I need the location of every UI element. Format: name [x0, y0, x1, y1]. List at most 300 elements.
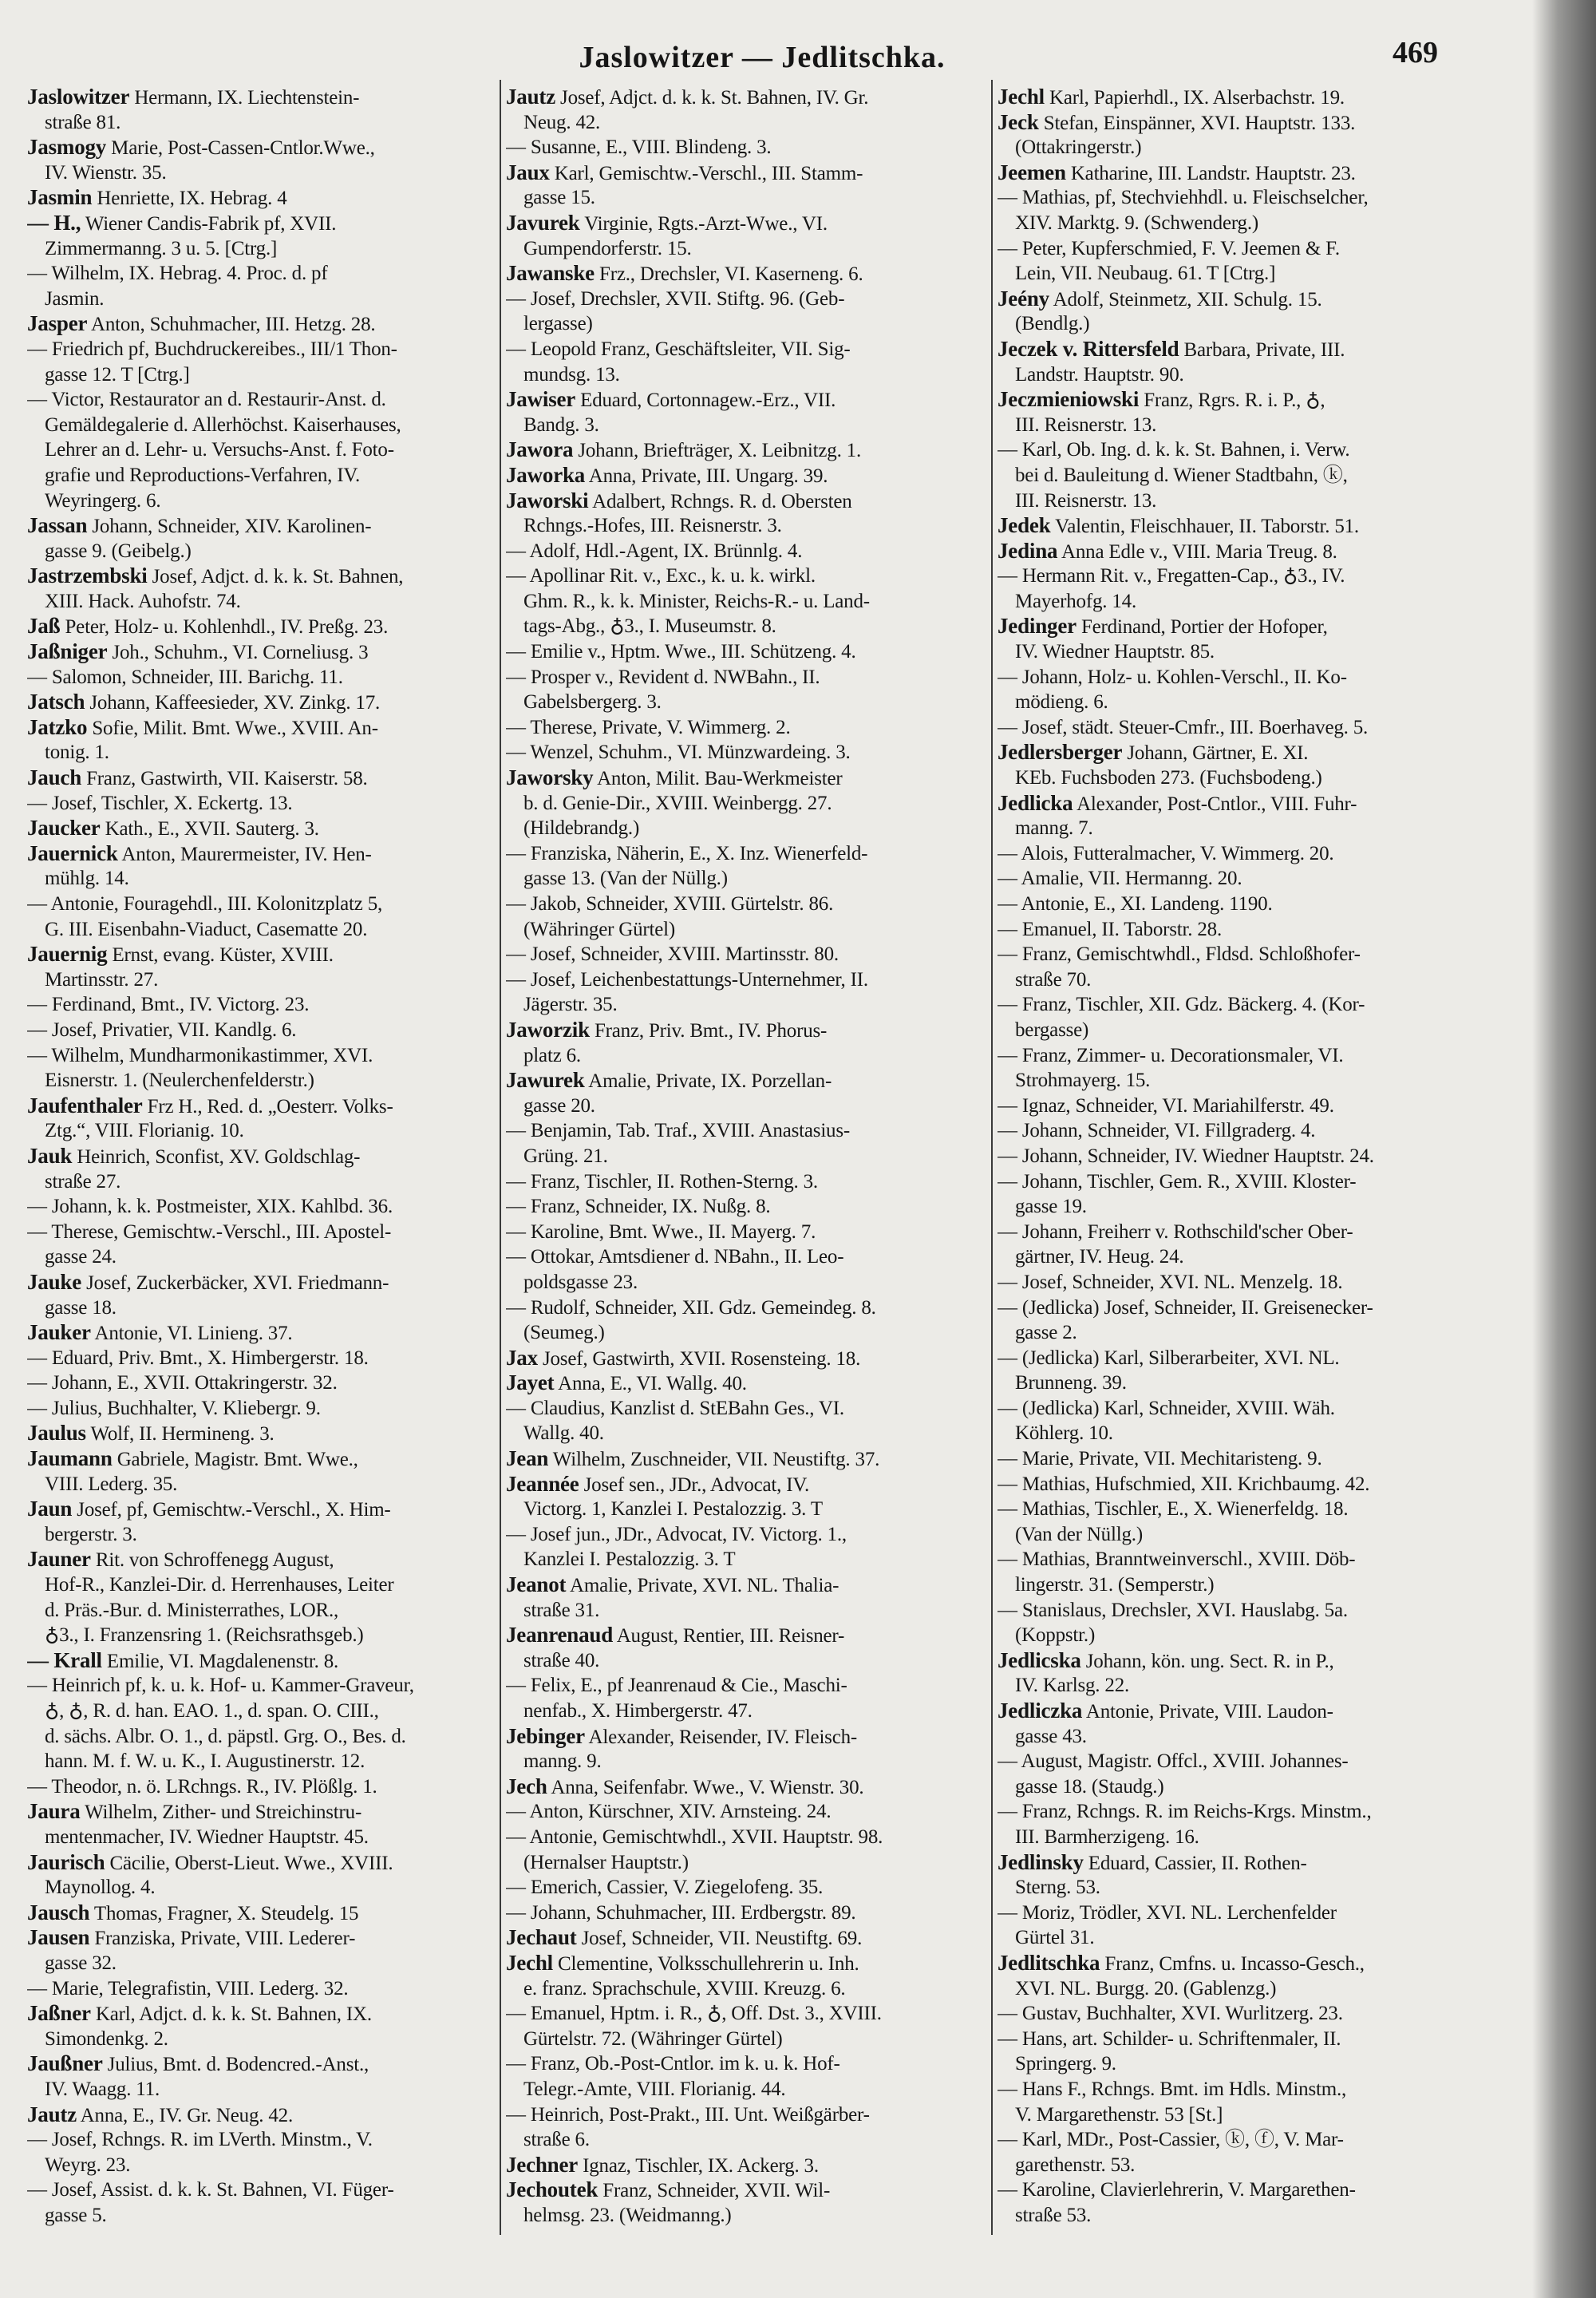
directory-line: [27, 2051, 498, 2077]
directory-line: Strohmayerg. 15.: [1015, 1070, 1151, 1092]
entry-details: Anna, E., IV. Gr. Neug. 42.: [77, 2104, 293, 2126]
directory-line: — Franz, Rchngs. R. im Reichs-Krgs. Minstm.,: [998, 1801, 1372, 1823]
directory-line: hann. M. f. W. u. K., I. Augustinerstr. 12.: [45, 1750, 365, 1773]
directory-line: Rchngs.-Hofes, III. Reisnerstr. 3.: [523, 515, 782, 537]
directory-line: [998, 614, 1472, 639]
entry-surname: Jauch: [27, 765, 82, 790]
entry-surname: Jaumann: [27, 1446, 113, 1471]
directory-line: [27, 614, 498, 639]
entry-surname: Jean: [506, 1446, 549, 1471]
directory-line: [27, 135, 498, 160]
entry-surname: Jawora: [506, 437, 574, 462]
directory-line: ♁, ♁, R. d. han. EAO. 1., d. span. O. CIII.,: [45, 1700, 379, 1722]
directory-line: [27, 1799, 498, 1825]
entry-details: Stefan, Einspänner, XVI. Hauptstr. 133.: [1038, 112, 1356, 134]
page-number: 469: [1393, 36, 1438, 69]
directory-line: [998, 160, 1472, 186]
directory-line: ♁3., I. Franzensring 1. (Reichsrathsgeb.): [45, 1624, 364, 1647]
directory-line: [506, 160, 985, 186]
entry-surname: Jechoutek: [506, 2177, 598, 2202]
entry-surname: Jaufenthaler: [27, 1093, 143, 1117]
directory-line: straße 53.: [1015, 2204, 1092, 2226]
entry-details: Anton, Maurermeister, IV. Hen-: [117, 843, 372, 865]
entry-details: Kath., E., XVII. Sauterg. 3.: [100, 818, 319, 840]
directory-line: mödieng. 6.: [1015, 691, 1108, 714]
entry-surname: Jeanrenaud: [506, 1623, 614, 1647]
directory-line: Sterng. 53.: [1015, 1877, 1100, 1899]
entry-surname: Jassan: [27, 513, 88, 538]
directory-line: [998, 740, 1472, 765]
entry-surname: Jaßniger: [27, 639, 108, 664]
directory-line: — (Jedlicka) Josef, Schneider, II. Greisenecker-: [998, 1296, 1373, 1319]
directory-line: [27, 639, 498, 665]
entry-details: Rit. von Schroffenegg August,: [90, 1549, 334, 1572]
directory-line: gasse 20.: [523, 1094, 595, 1117]
directory-line: Weyrg. 23.: [45, 2154, 131, 2176]
directory-line: [506, 1370, 985, 1396]
directory-line: Maynollog. 4.: [45, 1877, 156, 1899]
directory-line: Eisnerstr. 1. (Neulerchenfelderstr.): [45, 1070, 314, 1092]
entry-details: Julius, Bmt. d. Bodencred.-Anst.,: [102, 2054, 369, 2076]
directory-line: [506, 1472, 985, 1497]
entry-surname: Jatsch: [27, 690, 85, 714]
entry-surname: Jedlicka: [998, 790, 1073, 815]
entry-details: Karl, Gemischtw.-Verschl., III. Stamm-: [549, 162, 863, 184]
directory-line: straße 6.: [523, 2129, 590, 2151]
directory-line: — Claudius, Kanzlist d. StEBahn Ges., VI.: [506, 1397, 844, 1419]
directory-line: — Stanislaus, Drechsler, XVI. Hauslabg. 5a.: [998, 1599, 1348, 1621]
directory-line: [506, 85, 985, 110]
entry-details: Anton, Milit. Bau-Werkmeister: [593, 768, 843, 790]
directory-line: — Emanuel, Hptm. i. R., ♁, Off. Dst. 3., XVIII.: [506, 2003, 882, 2025]
entry-details: Cäcilie, Oberst-Lieut. Wwe., XVIII.: [105, 1852, 393, 1874]
directory-line: IV. Wienstr. 35.: [45, 161, 167, 184]
directory-line: [27, 311, 498, 337]
directory-line: Köhlerg. 10.: [1015, 1422, 1113, 1445]
entry-details: Antonie, VI. Linieng. 37.: [90, 1323, 293, 1345]
directory-column-2: [506, 85, 985, 2228]
entry-details: Henriette, IX. Hebrag. 4: [92, 188, 287, 210]
directory-line: — Johann, Freiherr v. Rothschild'scher Ober-: [998, 1220, 1353, 1243]
entry-details: Johann, Kaffeesieder, XV. Zinkg. 17.: [85, 692, 381, 714]
directory-line: — Moriz, Trödler, XVI. NL. Lerchenfelder: [998, 1901, 1337, 1924]
directory-line: [27, 1547, 498, 1572]
directory-line: helmsg. 23. (Weidmanng.): [523, 2204, 732, 2226]
entry-surname: — H.,: [27, 210, 81, 235]
entry-surname: Jedinger: [998, 614, 1077, 639]
directory-line: — Hans F., Rchngs. Bmt. im Hdls. Minstm.,: [998, 2078, 1347, 2100]
entry-surname: Jech: [506, 1774, 547, 1798]
entry-surname: Jaun: [27, 1497, 73, 1521]
entry-details: Sofie, Milit. Bmt. Wwe., XVIII. An-: [87, 717, 378, 739]
directory-line: — Josef, Tischler, X. Eckertg. 13.: [27, 792, 293, 814]
entry-surname: Jasper: [27, 311, 88, 336]
directory-line: [506, 387, 985, 413]
directory-line: — Mathias, Branntweinverschl., XVIII. Döb-: [998, 1548, 1356, 1571]
entry-details: Josef, Adjct. d. k. k. St. Bahnen,: [147, 566, 404, 588]
directory-line: — Antonie, Fouragehdl., III. Kolonitzplatz 5,: [27, 893, 383, 915]
directory-line: — Alois, Futteralmacher, V. Wimmerg. 20.: [998, 842, 1334, 864]
entry-surname: Jaßner: [27, 2001, 91, 2026]
directory-line: (Van der Nüllg.): [1015, 1523, 1143, 1545]
directory-line: — Benjamin, Tab. Traf., XVIII. Anastasius-: [506, 1120, 851, 1142]
entry-surname: Jayet: [506, 1370, 555, 1395]
entry-details: Eduard, Cortonnagew.-Erz., VII.: [575, 390, 836, 412]
directory-line: b. d. Genie-Dir., XVIII. Weinbergg. 27.: [523, 792, 832, 814]
entry-details: Thomas, Fragner, X. Steudelg. 15: [89, 1902, 359, 1924]
directory-line: Gemäldegalerie d. Allerhöchst. Kaiserhauses,: [45, 413, 401, 436]
entry-details: Ignaz, Tischler, IX. Ackerg. 3.: [578, 2154, 819, 2177]
directory-line: [27, 1497, 498, 1522]
entry-surname: Jaux: [506, 160, 550, 184]
entry-details: Joh., Schuhm., VI. Corneliusg. 3: [107, 642, 369, 664]
directory-line: — Eduard, Priv. Bmt., X. Himbergerstr. 18.: [27, 1347, 369, 1369]
entry-surname: Jausch: [27, 1900, 90, 1924]
directory-line: [506, 1774, 985, 1800]
directory-line: — Franz, Gemischtwhdl., Fldsd. Schloßhofer-: [998, 943, 1361, 966]
directory-line: [506, 1018, 985, 1043]
directory-line: — Franziska, Näherin, E., X. Inz. Wienerfeld-: [506, 842, 868, 864]
directory-line: Jägerstr. 35.: [523, 994, 618, 1016]
entry-surname: Jautz: [506, 85, 555, 109]
directory-line: III. Reisnerstr. 13.: [1015, 489, 1157, 512]
directory-line: [998, 85, 1472, 110]
directory-line: [998, 791, 1472, 817]
directory-line: Weyringerg. 6.: [45, 489, 161, 512]
entry-surname: Jeanot: [506, 1572, 567, 1597]
directory-line: — Wilhelm, Mundharmonikastimmer, XVI.: [27, 1044, 373, 1066]
entry-surname: Jedliczka: [998, 1699, 1083, 1723]
entry-details: Alexander, Reisender, IV. Fleisch-: [584, 1726, 858, 1748]
directory-line: mundsg. 13.: [523, 363, 620, 386]
directory-line: Gürtel 31.: [1015, 1927, 1095, 1949]
entry-surname: Jeemen: [998, 160, 1066, 184]
entry-details: Wilhelm, Zuschneider, VII. Neustiftg. 37.: [548, 1449, 880, 1471]
directory-line: — Franz, Schneider, IX. Nußg. 8.: [506, 1196, 771, 1218]
directory-line: [27, 185, 498, 211]
entry-surname: Jedek: [998, 513, 1051, 538]
entry-details: Franz, Rgrs. R. i. P., ♁,: [1139, 390, 1325, 412]
entry-details: Amalie, Private, XVI. NL. Thalia-: [566, 1575, 839, 1597]
entry-details: Josef, Schneider, VII. Neustiftg. 69.: [576, 1928, 863, 1950]
entry-details: Frz H., Red. d. „Oesterr. Volks-: [142, 1095, 393, 1117]
directory-line: e. franz. Sprachschule, XVIII. Kreuzg. 6.: [523, 1977, 846, 1999]
directory-line: — (Jedlicka) Karl, Silberarbeiter, XVI. NL.: [998, 1347, 1340, 1369]
entry-details: Peter, Holz- u. Kohlenhdl., IV. Preßg. 23.: [60, 616, 389, 639]
entry-surname: Jax: [506, 1345, 538, 1370]
directory-line: XIV. Marktg. 9. (Schwenderg.): [1015, 212, 1259, 234]
directory-line: [506, 2177, 985, 2203]
directory-line: garethenstr. 53.: [1015, 2154, 1136, 2176]
directory-line: IV. Waagg. 11.: [45, 2078, 160, 2100]
directory-line: — Peter, Kupferschmied, F. V. Jeemen & F.: [998, 237, 1340, 259]
entry-surname: — Krall: [27, 1647, 102, 1672]
directory-line: Wallg. 40.: [523, 1422, 604, 1445]
directory-line: — Rudolf, Schneider, XII. Gdz. Gemeindeg. 8.: [506, 1296, 876, 1319]
entry-details: Clementine, Volksschullehrerin u. Inh.: [553, 1952, 859, 1975]
directory-line: [506, 1724, 985, 1750]
entry-surname: Jaulus: [27, 1421, 86, 1446]
entry-details: Wolf, II. Hermineng. 3.: [85, 1423, 275, 1446]
directory-line: straße 81.: [45, 111, 121, 133]
entry-details: Ernst, evang. Küster, XVIII.: [107, 944, 334, 967]
entry-details: Frz., Drechsler, VI. Kaserneng. 6.: [594, 263, 863, 286]
entry-details: Emilie, VI. Magdalenenstr. 8.: [101, 1650, 339, 1672]
directory-column-1: [27, 85, 498, 2228]
entry-details: Virginie, Rgts.-Arzt-Wwe., VI.: [579, 212, 828, 235]
directory-line: mentenmacher, IV. Wiedner Hauptstr. 45.: [45, 1825, 369, 1848]
entry-surname: Jaworzik: [506, 1017, 590, 1042]
directory-line: (Bendlg.): [1015, 313, 1090, 335]
directory-line: [27, 2102, 498, 2128]
entry-details: Anna, Seifenfabr. Wwe., V. Wienstr. 30.: [547, 1776, 864, 1798]
directory-line: Martinsstr. 27.: [45, 968, 159, 991]
directory-line: — Johann, Tischler, Gem. R., XVIII. Kloster-: [998, 1170, 1357, 1193]
directory-line: [506, 1572, 985, 1598]
directory-line: d. sächs. Albr. O. 1., d. päpstl. Grg. O., Bes. d.: [45, 1725, 406, 1747]
entry-surname: Jasmogy: [27, 135, 107, 160]
directory-line: VIII. Lederg. 35.: [45, 1473, 178, 1495]
entry-surname: Jautz: [27, 2102, 77, 2126]
entry-surname: Jauernick: [27, 840, 118, 865]
entry-details: Josef sen., JDr., Advocat, IV.: [579, 1473, 810, 1496]
entry-details: August, Rentier, III. Reisner-: [613, 1625, 845, 1647]
directory-line: gasse 24.: [45, 1246, 117, 1268]
directory-line: Bandg. 3.: [523, 413, 599, 436]
directory-line: — Johann, Holz- u. Kohlen-Verschl., II. Ko-: [998, 666, 1347, 688]
running-header: Jaslowitzer — Jedlitschka.: [579, 41, 946, 74]
directory-line: — Franz, Ob.-Post-Cntlor. im k. u. k. Hof-: [506, 2053, 840, 2075]
directory-line: [506, 1446, 985, 1472]
entry-surname: Jawiser: [506, 387, 576, 412]
entry-surname: Jauner: [27, 1547, 91, 1572]
entry-details: Antonie, Private, VIII. Laudon-: [1082, 1701, 1333, 1723]
entry-surname: Jauker: [27, 1320, 91, 1345]
directory-line: — Adolf, Hdl.-Agent, IX. Brünnlg. 4.: [506, 540, 803, 562]
directory-line: — Hermann Rit. v., Fregatten-Cap., ♁3., IV.: [998, 565, 1345, 587]
entry-details: Ferdinand, Portier der Hofoper,: [1076, 616, 1328, 639]
directory-line: — Jakob, Schneider, XVIII. Gürtelstr. 86.: [506, 893, 834, 915]
directory-line: — Franz, Tischler, XII. Gdz. Bäckerg. 4. (Kor-: [998, 994, 1365, 1016]
directory-line: — Theodor, n. ö. LRchngs. R., IV. Plößlg. 1.: [27, 1775, 377, 1798]
directory-line: gasse 19.: [1015, 1196, 1087, 1218]
directory-line: straße 27.: [45, 1170, 121, 1193]
entry-surname: Jechl: [998, 85, 1045, 109]
directory-line: Lein, VII. Neubaug. 61. T [Ctrg.]: [1015, 263, 1276, 285]
entry-surname: Jatzko: [27, 714, 88, 739]
directory-line: [27, 1144, 498, 1169]
directory-line: — Victor, Restaurator an d. Restaurir-Anst. d.: [27, 389, 386, 411]
directory-line: Ztg.“, VIII. Florianig. 10.: [45, 1120, 244, 1142]
entry-surname: Jaura: [27, 1799, 81, 1824]
directory-line: (Hernalser Hauptstr.): [523, 1851, 689, 1873]
directory-line: poldsgasse 23.: [523, 1271, 638, 1293]
directory-line: — Hans, art. Schilder- u. Schriftenmaler, II.: [998, 2027, 1341, 2050]
entry-details: Barbara, Private, III.: [1179, 338, 1345, 361]
entry-surname: Jaworsky: [506, 765, 594, 790]
directory-line: — Therese, Gemischtw.-Verschl., III. Apostel-: [27, 1220, 392, 1243]
directory-line: [27, 2001, 498, 2027]
directory-line: gasse 32.: [45, 1952, 117, 1974]
directory-line: [998, 337, 1472, 362]
entry-surname: Jeczmieniowski: [998, 387, 1140, 412]
directory-line: Zimmermanng. 3 u. 5. [Ctrg.]: [45, 237, 278, 259]
directory-line: — Susanne, E., VIII. Blindeng. 3.: [506, 136, 772, 159]
directory-line: [506, 1068, 985, 1094]
entry-surname: Jasmin: [27, 185, 93, 210]
directory-line: (Ottakringerstr.): [1015, 136, 1142, 159]
entry-surname: Jedlitschka: [998, 1950, 1100, 1975]
directory-line: [506, 1623, 985, 1648]
entry-surname: Jauk: [27, 1143, 73, 1168]
entry-details: Franz, Gastwirth, VII. Kaiserstr. 58.: [81, 768, 368, 790]
entry-details: Alexander, Post-Cntlor., VIII. Fuhr-: [1073, 793, 1357, 815]
directory-line: [27, 1900, 498, 1926]
directory-line: grafie und Reproductions-Verfahren, IV.: [45, 464, 361, 486]
directory-line: — Mathias, Hufschmied, XII. Krichbaumg. 42.: [998, 1473, 1370, 1495]
entry-details: Adalbert, Rchngs. R. d. Obersten: [588, 490, 852, 512]
entry-details: Anton, Schuhmacher, III. Hetzg. 28.: [87, 314, 376, 336]
directory-line: — August, Magistr. Offcl., XVIII. Johannes-: [998, 1750, 1349, 1773]
entry-surname: Jaß: [27, 614, 61, 639]
directory-line: Jasmin.: [45, 287, 105, 310]
directory-line: [998, 1699, 1472, 1724]
directory-line: — Josef, Assist. d. k. k. St. Bahnen, VI. Füger-: [27, 2179, 394, 2201]
directory-line: [998, 539, 1472, 564]
directory-line: [506, 1346, 985, 1371]
directory-line: — Gustav, Buchhalter, XVI. Wurlitzerg. 23.: [998, 2003, 1343, 2025]
entry-surname: Jausen: [27, 1925, 90, 1950]
directory-line: [506, 463, 985, 488]
directory-line: [27, 85, 498, 110]
directory-column-3: [998, 85, 1472, 2228]
directory-line: — Emerich, Cassier, V. Ziegelofeng. 35.: [506, 1877, 824, 1899]
entry-details: Wiener Candis-Fabrik pf, XVII.: [81, 212, 337, 235]
directory-line: — Josef, Schneider, XVI. NL. Menzelg. 18.: [998, 1271, 1343, 1293]
directory-line: — Mathias, pf, Stechviehhdl. u. Fleischselcher,: [998, 187, 1369, 209]
directory-line: Landstr. Hauptstr. 90.: [1015, 363, 1184, 386]
directory-line: Gabelsbergerg. 3.: [523, 691, 662, 714]
directory-line: — Emanuel, II. Taborstr. 28.: [998, 918, 1223, 940]
entry-surname: Jedlinsky: [998, 1849, 1084, 1874]
directory-line: [998, 1951, 1472, 1976]
directory-line: straße 31.: [523, 1599, 600, 1621]
directory-line: gasse 18. (Staudg.): [1015, 1775, 1164, 1798]
directory-line: — Ignaz, Schneider, VI. Mariahilferstr. 49.: [998, 1094, 1334, 1117]
entry-details: Karl, Adjct. d. k. k. St. Bahnen, IX.: [90, 2003, 372, 2026]
directory-line: — Wilhelm, IX. Hebrag. 4. Proc. d. pf: [27, 263, 328, 285]
directory-line: [27, 1320, 498, 1346]
directory-line: [27, 841, 498, 867]
directory-line: [27, 1648, 498, 1674]
directory-line: [506, 488, 985, 514]
directory-line: — Amalie, VII. Hermanng. 20.: [998, 868, 1242, 890]
directory-line: — Josef, städt. Steuer-Cmfr., III. Boerhaveg. 5.: [998, 716, 1369, 738]
directory-line: nenfab., X. Himbergerstr. 47.: [523, 1700, 753, 1722]
directory-line: [27, 1446, 498, 1472]
entry-details: Josef, Gastwirth, XVII. Rosensteing. 18.: [537, 1347, 861, 1370]
directory-line: [27, 690, 498, 715]
directory-line: — Karl, MDr., Post-Cassier, ⓚ, ⓕ, V. Mar-: [998, 2129, 1344, 2151]
directory-line: — Josef, Leichenbestattungs-Unternehmer, II.: [506, 968, 868, 991]
entry-details: Gabriele, Magistr. Bmt. Wwe.,: [112, 1449, 358, 1471]
entry-details: Franz, Schneider, XVII. Wil-: [598, 2180, 831, 2202]
directory-line: — Josef, Privatier, VII. Kandlg. 6.: [27, 1018, 297, 1041]
entry-surname: Jedlersberger: [998, 740, 1123, 765]
directory-line: [506, 211, 985, 236]
directory-line: manng. 9.: [523, 1750, 602, 1773]
entry-details: Katharine, III. Landstr. Hauptstr. 23.: [1065, 162, 1356, 184]
entry-details: Amalie, Private, IX. Porzellan-: [584, 1070, 832, 1093]
directory-line: — Josef, Rchngs. R. im LVerth. Minstm., V.: [27, 2129, 373, 2151]
directory-line: XVI. NL. Burgg. 20. (Gablenzg.): [1015, 1977, 1277, 1999]
directory-line: [27, 1850, 498, 1876]
directory-line: [27, 211, 498, 236]
entry-surname: Jechner: [506, 2152, 579, 2177]
directory-line: gasse 5.: [45, 2204, 107, 2226]
directory-line: Kanzlei I. Pestalozzig. 3. T: [523, 1548, 736, 1571]
directory-line: [998, 110, 1472, 136]
directory-line: — Johann, k. k. Postmeister, XIX. Kahlbd. 36.: [27, 1196, 393, 1218]
directory-line: [27, 1094, 498, 1119]
directory-line: — Wenzel, Schuhm., VI. Münzwardeing. 3.: [506, 742, 851, 764]
entry-details: Heinrich, Sconfist, XV. Goldschlag-: [72, 1145, 361, 1168]
directory-line: bergerstr. 3.: [45, 1523, 137, 1545]
directory-line: Mayerhofg. 14.: [1015, 590, 1137, 612]
directory-line: — Marie, Private, VII. Mechitaristeng. 9.: [998, 1448, 1322, 1470]
entry-details: Johann, Briefträger, X. Leibnitzg. 1.: [573, 440, 862, 462]
directory-line: [27, 765, 498, 791]
directory-line: [506, 437, 985, 463]
entry-surname: Jeény: [998, 286, 1049, 310]
entry-surname: Jaslowitzer: [27, 85, 130, 109]
directory-line: — Karoline, Bmt. Wwe., II. Mayerg. 7.: [506, 1220, 816, 1243]
entry-details: Eduard, Cassier, II. Rothen-: [1083, 1852, 1307, 1874]
directory-line: [27, 513, 498, 539]
directory-line: manng. 7.: [1015, 817, 1093, 840]
entry-details: Franz, Cmfns. u. Incasso-Gesch.,: [1100, 1952, 1365, 1975]
directory-line: Victorg. 1, Kanzlei I. Pestalozzig. 3. T: [523, 1498, 823, 1521]
entry-surname: Jechl: [506, 1950, 553, 1975]
directory-line: — Johann, Schneider, VI. Fillgraderg. 4.: [998, 1120, 1316, 1142]
entry-details: Johann, Schneider, XIV. Karolinen-: [87, 516, 372, 538]
directory-line: — Franz, Tischler, II. Rothen-Sterng. 3.: [506, 1170, 818, 1193]
directory-line: (Hildebrandg.): [523, 817, 640, 840]
entry-details: Hermann, IX. Liechtenstein-: [129, 87, 360, 109]
directory-line: — Prosper v., Revident d. NWBahn., II.: [506, 666, 820, 688]
directory-line: — Antonie, E., XI. Landeng. 1190.: [998, 893, 1273, 915]
entry-surname: Jaworka: [506, 462, 586, 487]
directory-line: Brunneng. 39.: [1015, 1372, 1127, 1394]
entry-surname: Jauernig: [27, 942, 108, 967]
directory-line: — Marie, Telegrafistin, VIII. Lederg. 32.: [27, 1977, 349, 1999]
directory-line: [27, 1925, 498, 1951]
entry-surname: Jedina: [998, 538, 1058, 563]
directory-line: — Ottokar, Amtsdiener d. NBahn., II. Leo-: [506, 1246, 844, 1268]
entry-details: Adolf, Steinmetz, XII. Schulg. 15.: [1049, 288, 1322, 310]
directory-line: lergasse): [523, 313, 593, 335]
directory-line: straße 40.: [523, 1649, 600, 1671]
entry-details: Franziska, Private, VIII. Lederer-: [89, 1928, 356, 1950]
entry-surname: Jechaut: [506, 1925, 577, 1950]
directory-line: III. Barmherzigeng. 16.: [1015, 1825, 1199, 1848]
directory-line: tonig. 1.: [45, 742, 109, 764]
directory-line: V. Margarethenstr. 53 [St.]: [1015, 2103, 1223, 2126]
directory-line: Neug. 42.: [523, 111, 601, 133]
entry-surname: Jawurek: [506, 1068, 585, 1093]
entry-surname: Jaußner: [27, 2051, 103, 2076]
entry-details: Marie, Post-Cassen-Cntlor.Wwe.,: [106, 137, 375, 160]
